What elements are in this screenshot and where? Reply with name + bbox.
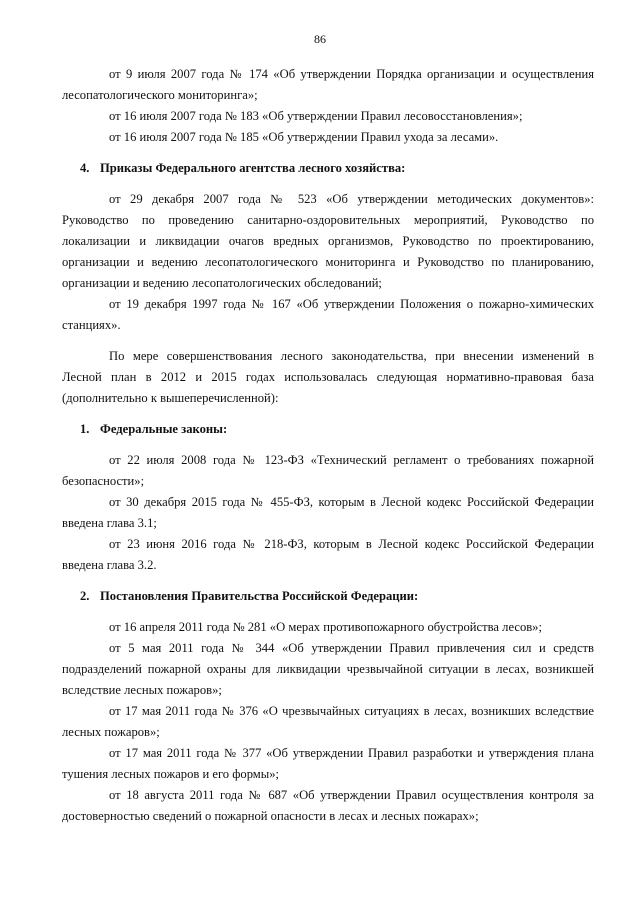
paragraph: от 17 мая 2011 года № 376 «О чрезвычайных ситуациях в лесах, возникших вследствие лесных пожаров»; [62,704,594,739]
section-title: Постановления Правительства Российской Федерации: [100,589,419,603]
section-number: 4. [80,161,90,175]
paragraph: от 9 июля 2007 года № 174 «Об утверждении Порядка организации и осуществления лесопатологического мониторинга»; [62,67,594,102]
page-content [62,64,594,827]
section-heading [62,419,594,440]
paragraph: от 5 мая 2011 года № 344 «Об утверждении Правил привлечения сил и средств подразделений пожарной охраны для ликвидации чрезвычайной ситуации в лесах, возникшей вследствие лесных пожаров»; [62,641,594,697]
section-heading [62,158,594,179]
paragraph: от 16 апреля 2011 года № 281 «О мерах противопожарного обустройства лесов»; [109,620,542,634]
section-number: 1. [80,422,90,436]
paragraph: от 18 августа 2011 года № 687 «Об утверждении Правил осуществления контроля за достоверностью сведений о пожарной опасности в лесах и лесных пожарах»; [62,788,594,823]
paragraph: от 16 июля 2007 года № 185 «Об утверждении Правил ухода за лесами». [109,130,499,144]
paragraph: от 23 июня 2016 года № 218-ФЗ, которым в Лесной кодекс Российской Федерации введена глава 3.2. [62,537,594,572]
section-title: Приказы Федерального агентства лесного хозяйства: [100,161,406,175]
paragraph: от 17 мая 2011 года № 377 «Об утверждении Правил разработки и утверждения плана тушения лесных пожаров и его формы»; [62,746,594,781]
intro-paragraph: По мере совершенствования лесного законодательства, при внесении изменений в Лесной план в 2012 и 2015 годах использовалась следующая нормативно-правовая база (дополнительно к вышеперечисленной): [62,349,594,405]
section-number: 2. [80,589,90,603]
paragraph: от 30 декабря 2015 года № 455-ФЗ, которым в Лесной кодекс Российской Федерации введена глава 3.1; [62,495,594,530]
paragraph: от 19 декабря 1997 года № 167 «Об утверждении Положения о пожарно-химических станциях». [62,297,594,332]
section-heading [62,586,594,607]
paragraph: от 22 июля 2008 года № 123-ФЗ «Технический регламент о требованиях пожарной безопасности»; [62,453,594,488]
section-title: Федеральные законы: [100,422,228,436]
paragraph: от 16 июля 2007 года № 183 «Об утверждении Правил лесовосстановления»; [109,109,523,123]
paragraph: от 29 декабря 2007 года № 523 «Об утверждении методических документов»: Руководство по проведению санитарно-оздоровительных мероприятий, Руководство по локализации и ликвидации очагов вредных организмов, Руководство по проектированию, организации и ведению лесопатологического мониторинга и Руководство по планированию, организации и ведению лесопатологических обследований; [62,192,594,290]
page-number: 86 [314,32,326,46]
